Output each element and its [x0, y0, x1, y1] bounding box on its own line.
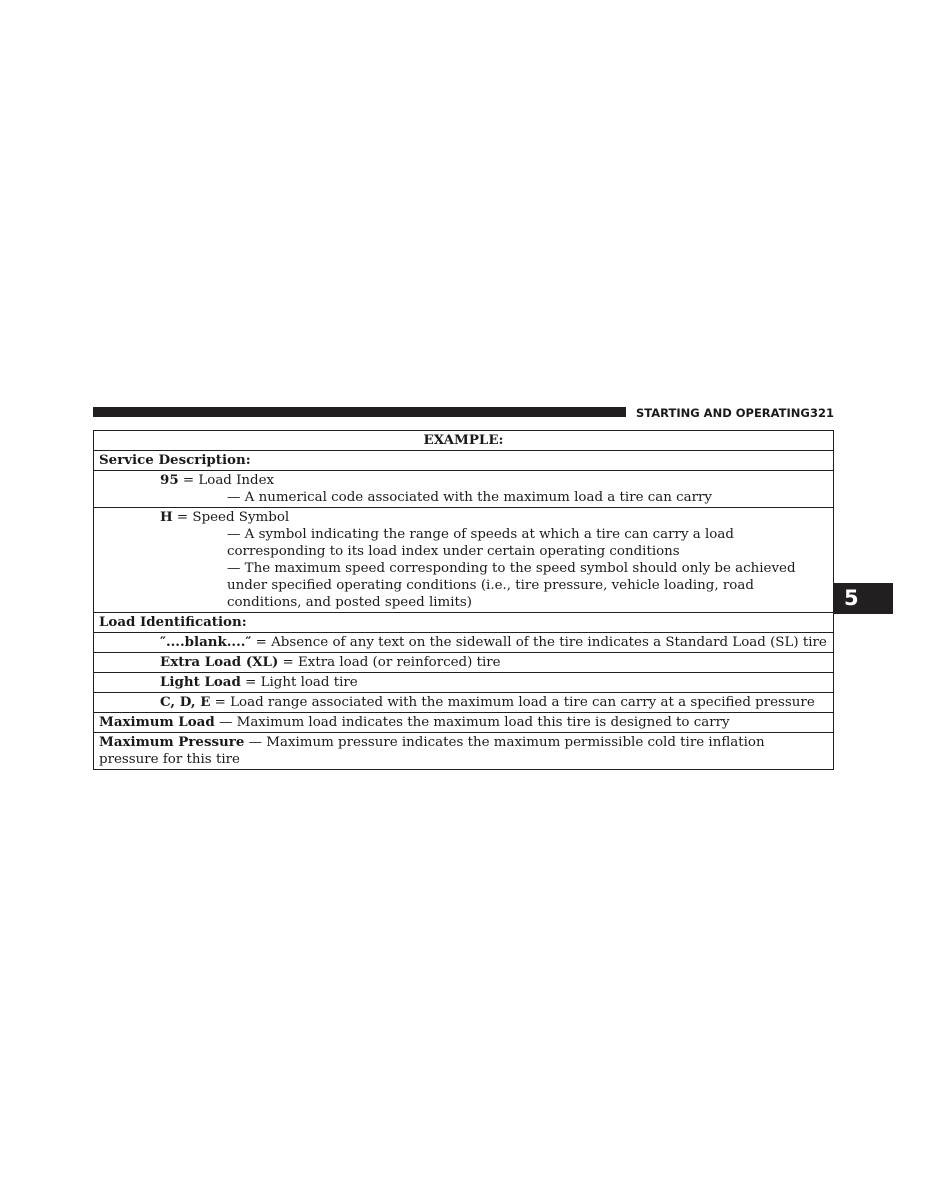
speed-symbol-notes — [160, 526, 828, 611]
light-load-term: Light Load — [160, 674, 241, 690]
table-row — [94, 672, 833, 692]
extra-load-def: = Extra load (or reinforced) tire — [278, 655, 501, 670]
blank-term: ″....blank....″ — [160, 634, 252, 650]
table-row — [94, 732, 833, 769]
speed-symbol-def: = Speed Symbol — [172, 510, 290, 525]
maximum-load-def: — Maximum load indicates the maximum load this tire is designed to carry — [214, 715, 730, 730]
maximum-pressure-term: Maximum Pressure — [99, 734, 245, 750]
speed-symbol-line — [160, 509, 828, 526]
load-range-term: C, D, E — [160, 694, 211, 710]
maximum-load-term: Maximum Load — [99, 714, 215, 730]
maximum-pressure-def: — Maximum pressure indicates the maximum permissible cold tire inflation pressure for this tire — [99, 735, 765, 767]
table-row — [94, 692, 833, 712]
table-row — [94, 712, 833, 732]
table-row — [94, 450, 833, 470]
table-row — [94, 652, 833, 672]
table-title: EXAMPLE: — [423, 432, 504, 448]
table-row — [94, 632, 833, 652]
running-header — [636, 405, 834, 421]
load-range-def: = Load range associated with the maximum load a tire can carry at a specified pressure — [210, 695, 815, 710]
table-row — [94, 507, 833, 612]
load-index-term: 95 — [160, 472, 179, 488]
speed-symbol-term: H — [160, 509, 173, 525]
header-rule-bar — [93, 407, 626, 417]
section-title: STARTING AND OPERATING — [636, 406, 810, 420]
load-index-note: — A numerical code associated with the maximum load a tire can carry — [227, 490, 712, 505]
load-index-def: = Load Index — [178, 473, 275, 488]
table-row — [94, 470, 833, 507]
load-identification-heading: Load Identification: — [99, 614, 247, 630]
page-number: 321 — [809, 406, 834, 420]
load-index-line — [160, 472, 828, 489]
extra-load-term: Extra Load (XL) — [160, 654, 279, 670]
table-row — [94, 612, 833, 632]
speed-symbol-note-2: — The maximum speed corresponding to the speed symbol should only be achieved under specified operating conditions (i.e., tire pressure, vehicle loading, road conditions, and posted speed limits) — [227, 561, 796, 610]
chapter-tab: 5 — [833, 583, 893, 614]
light-load-def: = Light load tire — [240, 675, 358, 690]
speed-symbol-note-1: — A symbol indicating the range of speeds at which a tire can carry a load corresponding to its load index under certain operating conditions — [227, 527, 734, 559]
service-description-heading: Service Description: — [99, 452, 251, 468]
blank-def: = Absence of any text on the sidewall of the tire indicates a Standard Load (SL) tire — [251, 635, 827, 650]
tire-example-table — [93, 430, 834, 770]
